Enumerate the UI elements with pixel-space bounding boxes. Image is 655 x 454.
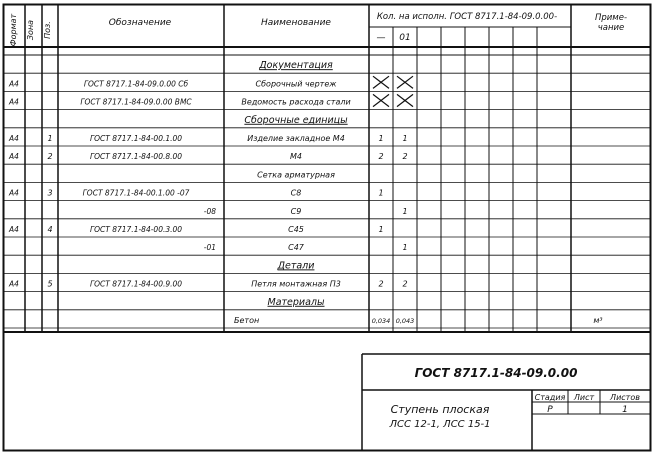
row-designation: -01 [203, 243, 216, 253]
row-position: 5 [47, 279, 53, 289]
stage-label: Стадия [534, 393, 566, 402]
row-name: Бетон [234, 316, 260, 325]
row-qty-q2: 1 [402, 206, 408, 216]
title-line-1: Ступень плоская [390, 403, 490, 416]
table-row [257, 170, 335, 179]
row-name: Детали [277, 260, 315, 272]
header-qty-col-1: — [376, 33, 386, 43]
table-header [9, 12, 627, 46]
row-qty-q1: 1 [378, 188, 384, 198]
header-designation: Обозначение [108, 18, 172, 28]
header-name: Наименование [261, 18, 331, 28]
row-designation: ГОСТ 8717.1-84-09.0.00 ВМС [80, 97, 192, 107]
table-row [8, 189, 384, 198]
table-row [8, 152, 408, 161]
row-position: 3 [47, 188, 53, 198]
row-designation: ГОСТ 8717.1-84-00.8.00 [89, 152, 183, 162]
row-cross-mark [373, 76, 389, 88]
row-name: Сборочные единицы [244, 114, 348, 126]
header-qty: Кол. на исполн. ГОСТ 8717.1-84-09.0.00- [376, 12, 558, 22]
row-qty-q1: 2 [378, 152, 384, 162]
row-designation: ГОСТ 8717.1-84-09.0.00 Сб [83, 79, 189, 89]
row-name: С45 [288, 225, 304, 234]
row-name: Изделие закладное М4 [247, 134, 345, 143]
row-format: А4 [9, 152, 19, 162]
row-cross-mark [397, 76, 413, 88]
row-name: Сборочный чертеж [255, 79, 337, 89]
row-name: Документация [259, 60, 333, 72]
row-format: А4 [9, 225, 19, 234]
row-name: С8 [290, 188, 302, 198]
header-note-line-2: чание [597, 23, 625, 33]
row-format: А4 [9, 79, 19, 89]
stage-value: Р [547, 405, 553, 415]
row-position: 1 [47, 134, 53, 143]
table-row [268, 297, 325, 308]
table-row [244, 115, 348, 126]
row-name: С47 [288, 243, 304, 253]
row-position: 2 [47, 152, 53, 162]
header-pos: Поз. [43, 21, 52, 39]
row-designation: ГОСТ 8717.1-84-00.3.00 [89, 225, 183, 234]
row-qty-q2: 0,043 [395, 317, 415, 325]
row-name: Сетка арматурная [257, 170, 335, 180]
header-qty-col-2: 01 [399, 33, 411, 43]
row-qty-q2: 2 [402, 279, 408, 289]
header-zone: Зона [26, 19, 35, 41]
table-row [8, 134, 408, 143]
row-name: С9 [290, 206, 302, 216]
row-format: А4 [9, 97, 19, 107]
table-row [204, 243, 408, 252]
row-name: Материалы [267, 296, 325, 308]
row-qty-q1: 0,034 [371, 317, 391, 325]
row-format: А4 [9, 188, 19, 198]
row-designation: -08 [203, 206, 216, 216]
row-designation: ГОСТ 8717.1-84-00.1.00 -07 [82, 188, 190, 198]
table-row [8, 225, 384, 234]
row-designation: ГОСТ 8717.1-84-00.1.00 [89, 134, 183, 143]
table-row [258, 60, 333, 71]
table-row [234, 316, 603, 325]
sheets-value: 1 [622, 405, 628, 415]
title-block [4, 332, 651, 450]
row-qty-q2: 1 [402, 243, 408, 253]
table-row [8, 94, 413, 106]
sheets-label: Листов [610, 393, 640, 402]
row-qty-q2: 2 [402, 152, 408, 162]
header-note-line-1: Приме- [594, 13, 628, 23]
row-name: Ведомость расхода стали [241, 97, 351, 107]
row-designation: ГОСТ 8717.1-84-00.9.00 [89, 279, 183, 289]
row-qty-q1: 1 [378, 134, 384, 143]
row-qty-q2: 1 [402, 134, 408, 143]
row-note: м³ [593, 316, 603, 325]
title-line-2: ЛСС 12-1, ЛСС 15-1 [389, 419, 491, 430]
row-qty-q1: 2 [378, 279, 384, 289]
table-row [8, 280, 408, 289]
table-row [204, 207, 408, 216]
row-format: А4 [9, 279, 19, 289]
row-qty-q1: 1 [378, 225, 384, 234]
row-position: 4 [47, 225, 53, 234]
table-row [277, 260, 315, 271]
row-cross-mark [397, 94, 413, 106]
row-cross-mark [373, 94, 389, 106]
row-format: А4 [9, 134, 19, 143]
row-name: Петля монтажная П3 [251, 279, 341, 289]
sheet-label: Лист [573, 393, 595, 402]
header-format: Формат [9, 13, 18, 47]
row-name: М4 [290, 152, 302, 162]
table-row [8, 76, 413, 88]
doc-number: ГОСТ 8717.1-84-09.0.00 [414, 366, 578, 380]
